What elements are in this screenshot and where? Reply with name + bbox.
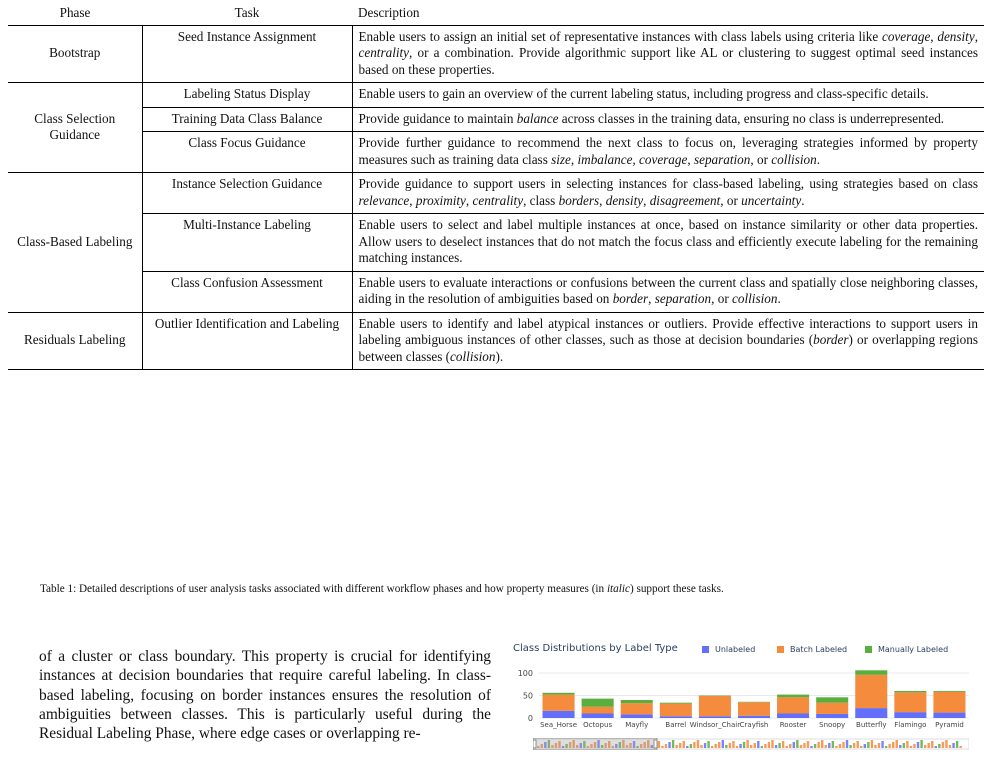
description-cell <box>352 271 984 312</box>
slider-mini-bar <box>722 740 724 748</box>
text-run: , or <box>750 151 772 167</box>
bar-manually-labeled <box>582 699 614 707</box>
y-tick-label: 100 <box>517 669 533 678</box>
bar-manually-labeled <box>660 703 692 704</box>
x-tick-label: Snoopy <box>819 721 846 729</box>
slider-mini-bar <box>729 743 731 748</box>
slider-mini-bar <box>874 745 876 748</box>
text-run: Enable users to gain an overview of the current labeling status, including progress and class-specific details. <box>358 86 929 101</box>
bar-unlabeled <box>777 714 809 719</box>
slider-mini-bar <box>661 746 663 748</box>
slider-mini-bar <box>704 743 706 748</box>
slider-mini-bar <box>683 741 685 748</box>
text-run: , class <box>523 192 559 208</box>
slider-mini-bar <box>892 742 894 748</box>
slider-mini-bar <box>796 740 798 748</box>
body-paragraph-text: of a cluster or class boundary. This property is crucial for identifying instances at decision boundaries that require careful labeling. In class-based labeling, focusing on border instances ensures the resolution of ambiguities between classes. This is particularly useful during the Residual Labeling Phase, where edge cases or overlapping re- <box>39 648 491 743</box>
slider-mini-bar <box>764 744 766 748</box>
text-run: Enable users to identify and label atypical instances or outliers. Provide effective interactions to support users in labeling ambiguous instances of other classes, such as those at decision boundaries ( <box>358 315 978 347</box>
slider-mini-bar <box>920 740 922 748</box>
slider-selection-window[interactable] <box>533 738 657 750</box>
bar-batch-labeled <box>894 692 926 712</box>
text-run: Table 1: Detailed descriptions of user analysis tasks associated with different workflow phases and how property measures (in <box>40 583 607 595</box>
slider-mini-bar <box>700 745 702 748</box>
text-run: , <box>599 192 606 208</box>
slider-mini-bar <box>935 746 937 748</box>
italic-term: borders <box>558 192 600 208</box>
chart-title: Class Distributions by Label Type <box>513 643 678 654</box>
phase-cell: Class-Based Labeling <box>8 173 142 313</box>
tasks-table <box>8 3 984 370</box>
slider-mini-bar <box>885 746 887 748</box>
bar-batch-labeled <box>855 675 887 708</box>
bar-manually-labeled <box>933 691 965 692</box>
description-cell <box>352 25 984 83</box>
table-row <box>8 132 984 173</box>
slider-mini-bar <box>959 746 961 748</box>
slider-mini-bar <box>860 746 862 748</box>
bar-unlabeled <box>621 714 653 718</box>
bar-manually-labeled <box>894 691 926 692</box>
legend-label: Unlabeled <box>715 645 756 654</box>
italic-term: collision <box>732 291 778 306</box>
x-tick-label: Sea_Horse <box>540 721 578 729</box>
italic-term: border <box>612 291 649 306</box>
slider-mini-bar <box>711 746 713 748</box>
text-run: ). <box>495 348 504 364</box>
text-run: Enable users to select and label multiple instances at once, based on instance similarity or other data properties. Allow users to deselect instances that do not match the focus class and efficiently execute labeling for the remaining matching instances. <box>358 217 978 265</box>
italic-term: centrality <box>472 192 524 208</box>
slider-mini-bar <box>846 740 848 748</box>
bar-manually-labeled <box>777 695 809 698</box>
x-tick-label: Pyramid <box>935 721 964 729</box>
bar-unlabeled <box>543 711 575 718</box>
bar-unlabeled <box>738 716 770 718</box>
slider-mini-bar <box>803 743 805 748</box>
phase-cell: Class Selection Guidance <box>8 83 142 173</box>
slider-mini-bar <box>768 742 770 748</box>
slider-mini-bar <box>775 745 777 748</box>
text-run: , <box>648 291 655 306</box>
phase-cell: Residuals Labeling <box>8 312 142 370</box>
italic-term: border <box>813 332 849 347</box>
italic-term: proximity <box>415 192 466 208</box>
slider-mini-bar <box>906 741 908 748</box>
x-tick-label: Butterfly <box>856 721 887 729</box>
slider-mini-bar <box>786 746 788 748</box>
table-row <box>8 173 984 214</box>
slider-mini-bar <box>757 741 759 748</box>
class-distribution-chart <box>503 636 973 760</box>
slider-mini-bar <box>917 742 919 748</box>
task-cell: Class Confusion Assessment <box>142 271 352 312</box>
body-paragraph <box>39 647 491 743</box>
italic-term: relevance <box>358 192 410 208</box>
legend-label: Batch Labeled <box>790 645 848 654</box>
text-run: , <box>974 28 978 44</box>
description-cell <box>352 312 984 370</box>
header-description: Description <box>352 3 984 25</box>
x-tick-label: Crayfish <box>739 721 769 729</box>
slider-mini-bar <box>707 741 709 748</box>
slider-mini-bar <box>789 744 791 748</box>
italic-term: collision <box>450 348 496 364</box>
bar-unlabeled <box>855 708 887 718</box>
slider-mini-bar <box>931 741 933 748</box>
slider-mini-bar <box>658 741 660 748</box>
slider-mini-bar <box>839 744 841 748</box>
table-body <box>8 25 984 370</box>
text-run: Enable users to assign an initial set of representative instances with class labels using criteria like <box>358 28 882 44</box>
text-run: ) or overlapping regions between classes ( <box>358 332 978 364</box>
italic-term: balance <box>516 110 559 126</box>
slider-mini-bar <box>793 742 795 748</box>
text-run: . <box>816 151 820 167</box>
x-tick-label: Windsor_Chair <box>689 721 741 729</box>
bar-manually-labeled <box>816 697 848 702</box>
slider-mini-bar <box>739 744 741 748</box>
slider-mini-bar <box>746 740 748 748</box>
slider-mini-bar <box>690 744 692 748</box>
slider-mini-bar <box>686 746 688 748</box>
slider-mini-bar <box>697 740 699 748</box>
text-run: Provide guidance to maintain <box>358 110 517 126</box>
slider-mini-bar <box>668 742 670 748</box>
slider-mini-bar <box>956 741 958 748</box>
description-cell <box>352 132 984 173</box>
phase-cell: Bootstrap <box>8 25 142 83</box>
range-slider[interactable] <box>533 738 969 750</box>
bar-unlabeled <box>699 716 731 718</box>
text-run: , <box>409 192 416 208</box>
x-tick-label: Mayfly <box>625 721 649 729</box>
slider-mini-bar <box>835 746 837 748</box>
legend-label: Manually Labeled <box>878 645 949 654</box>
slider-mini-bar <box>800 745 802 748</box>
slider-mini-bar <box>903 743 905 748</box>
text-run: , <box>643 192 650 208</box>
slider-mini-bar <box>743 742 745 748</box>
slider-mini-bar <box>675 745 677 748</box>
text-run: . <box>777 291 781 306</box>
slider-mini-bar <box>732 741 734 748</box>
bar-batch-labeled <box>543 695 575 711</box>
slider-mini-bar <box>771 740 773 748</box>
slider-mini-bar <box>910 746 912 748</box>
slider-mini-bar <box>864 744 866 748</box>
slider-mini-bar <box>693 742 695 748</box>
bar-batch-labeled <box>699 696 731 716</box>
bar-unlabeled <box>933 713 965 718</box>
italic-term: size <box>551 151 571 167</box>
bar-batch-labeled <box>777 697 809 713</box>
text-run: Provide further guidance to recommend the next class to focus on, leveraging strategies informed by property measures such as training data class <box>358 135 978 167</box>
text-run: , or <box>720 192 742 208</box>
header-task: Task <box>142 3 352 25</box>
italic-term: separation <box>693 151 751 167</box>
italic-term: coverage <box>881 28 931 44</box>
slider-mini-bar <box>867 742 869 748</box>
task-cell: Labeling Status Display <box>142 83 352 108</box>
bar-unlabeled <box>582 714 614 719</box>
slider-mini-bar <box>807 741 809 748</box>
task-cell: Seed Instance Assignment <box>142 25 352 83</box>
slider-mini-bar <box>832 741 834 748</box>
bar-unlabeled <box>894 712 926 718</box>
slider-mini-bar <box>761 746 763 748</box>
slider-mini-bar <box>896 740 898 748</box>
task-cell: Multi-Instance Labeling <box>142 214 352 272</box>
table-header-row <box>8 3 984 25</box>
slider-mini-bar <box>849 745 851 748</box>
task-cell: Instance Selection Guidance <box>142 173 352 214</box>
slider-handle-left[interactable] <box>533 740 536 748</box>
x-tick-label: Flamingo <box>894 721 927 729</box>
slider-mini-bar <box>672 740 674 748</box>
slider-mini-bar <box>715 744 717 748</box>
bar-batch-labeled <box>816 703 848 714</box>
header-phase: Phase <box>8 3 142 25</box>
table-row <box>8 214 984 272</box>
slider-mini-bar <box>952 743 954 748</box>
description-cell <box>352 107 984 132</box>
slider-mini-bar <box>938 744 940 748</box>
table-row <box>8 83 984 108</box>
description-cell <box>352 173 984 214</box>
text-run: , <box>570 151 578 167</box>
italic-term: uncertainty <box>741 192 802 208</box>
slider-mini-bar <box>888 744 890 748</box>
chart-plot-area <box>503 636 973 736</box>
slider-mini-bar <box>736 746 738 748</box>
slider-mini-bar <box>871 740 873 748</box>
text-run: across classes in the training data, ensuring no class is underrepresented. <box>558 110 945 126</box>
slider-mini-bar <box>782 741 784 748</box>
text-run: , <box>930 28 938 44</box>
italic-term: density <box>605 192 644 208</box>
table-row <box>8 312 984 370</box>
slider-mini-bar <box>814 744 816 748</box>
task-cell: Outlier Identification and Labeling <box>142 312 352 370</box>
table-caption <box>40 583 724 595</box>
text-run: Enable users to evaluate interactions or confusions between the current class and spatially close neighboring classes, aiding in the resolution of ambiguities based on <box>358 274 978 306</box>
slider-mini-bar <box>778 743 780 748</box>
bar-batch-labeled <box>582 707 614 714</box>
italic-term: disagreement <box>649 192 721 208</box>
slider-mini-bar <box>750 745 752 748</box>
slider-handle-right[interactable] <box>654 740 657 748</box>
slider-mini-bar <box>942 742 944 748</box>
text-run: , <box>465 192 473 208</box>
bar-batch-labeled <box>621 703 653 714</box>
slider-mini-bar <box>825 745 827 748</box>
italic-term: imbalance, coverage <box>577 151 688 167</box>
text-run: , or a combination. Provide algorithmic support like AL or clustering to suggest optimal seed instances based on these properties. <box>358 45 978 77</box>
slider-mini-bar <box>857 741 859 748</box>
bar-manually-labeled <box>543 693 575 695</box>
bar-batch-labeled <box>738 702 770 716</box>
description-cell <box>352 214 984 272</box>
task-cell: Training Data Class Balance <box>142 107 352 132</box>
slider-mini-bar <box>754 743 756 748</box>
slider-mini-bar <box>853 743 855 748</box>
bar-unlabeled <box>816 714 848 718</box>
italic-term: collision <box>771 151 817 167</box>
slider-mini-bar <box>725 745 727 748</box>
slider-mini-bar <box>718 742 720 748</box>
bar-batch-labeled <box>660 704 692 717</box>
slider-mini-bar <box>828 743 830 748</box>
italic-term: centrality <box>358 45 410 60</box>
y-tick-label: 0 <box>527 714 533 723</box>
x-tick-label: Octopus <box>583 721 613 729</box>
slider-mini-bar <box>949 745 951 748</box>
text-run: , or <box>711 291 733 306</box>
text-run: . <box>801 192 805 208</box>
task-cell: Class Focus Guidance <box>142 132 352 173</box>
text-run: , <box>687 151 694 167</box>
slider-mini-bar <box>842 742 844 748</box>
slider-mini-bar <box>928 743 930 748</box>
table-row <box>8 107 984 132</box>
slider-mini-bar <box>913 744 915 748</box>
description-cell <box>352 83 984 108</box>
slider-mini-bar <box>924 745 926 748</box>
x-tick-label: Barrel <box>665 721 687 729</box>
italic-term: density <box>937 28 975 44</box>
y-tick-label: 50 <box>522 691 533 701</box>
slider-mini-bar <box>899 745 901 748</box>
slider-mini-bar <box>878 743 880 748</box>
bar-manually-labeled <box>855 670 887 675</box>
table-row <box>8 25 984 83</box>
x-tick-label: Rooster <box>779 721 807 729</box>
slider-mini-bar <box>679 743 681 748</box>
slider-mini-bar <box>945 740 947 748</box>
bar-unlabeled <box>660 716 692 718</box>
slider-mini-bar <box>821 740 823 748</box>
slider-mini-bar <box>810 746 812 748</box>
slider-mini-bar <box>665 744 667 748</box>
italic-term: italic <box>606 583 630 595</box>
text-run: Provide guidance to support users in selecting instances for class-based labeling, using strategies based on class <box>358 176 978 191</box>
bar-batch-labeled <box>933 692 965 713</box>
bar-manually-labeled <box>621 700 653 703</box>
text-run: ) support these tasks. <box>629 583 724 595</box>
slider-mini-bar <box>881 741 883 748</box>
table-row <box>8 271 984 312</box>
italic-term: separation <box>654 291 712 306</box>
slider-mini-bar <box>817 742 819 748</box>
